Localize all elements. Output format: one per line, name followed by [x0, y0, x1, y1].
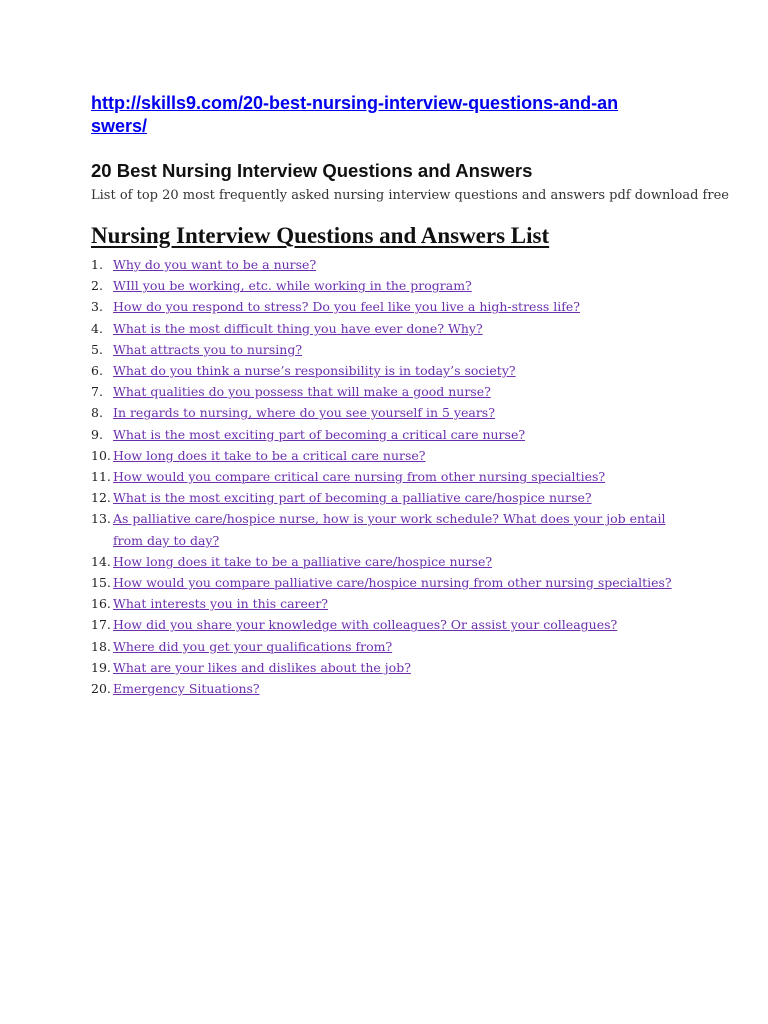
- question-link[interactable]: WIll you be working, etc. while working in the program?: [113, 278, 472, 294]
- item-number: 8.: [91, 405, 103, 421]
- item-number: 5.: [91, 341, 103, 357]
- question-list: [91, 254, 691, 699]
- document-subtitle: List of top 20 most frequently asked nursing interview questions and answers pdf download free: [91, 188, 729, 203]
- list-item: [91, 318, 691, 339]
- question-link[interactable]: How would you compare critical care nursing from other nursing specialties?: [113, 469, 606, 485]
- question-link[interactable]: How long does it take to be a palliative care/hospice nurse?: [113, 553, 493, 569]
- list-item: [91, 254, 691, 275]
- item-number: 20.: [91, 681, 111, 697]
- item-number: 15.: [91, 575, 111, 591]
- question-link[interactable]: How long does it take to be a critical care nurse?: [113, 447, 426, 463]
- item-number: 7.: [91, 384, 103, 400]
- item-number: 1.: [91, 257, 103, 272]
- question-link[interactable]: What is the most exciting part of becoming a critical care nurse?: [113, 426, 526, 442]
- list-item: [91, 275, 691, 296]
- item-number: 12.: [91, 490, 111, 506]
- list-item: [91, 678, 691, 699]
- question-link[interactable]: What is the most exciting part of becoming a palliative care/hospice nurse?: [113, 490, 592, 506]
- question-link[interactable]: What do you think a nurse’s responsibility is in today’s society?: [113, 363, 516, 379]
- source-url-link[interactable]: http://skills9.com/20-best-nursing-interview-questions-and-answers/: [91, 93, 619, 136]
- list-item: [91, 445, 691, 466]
- list-item: [91, 424, 691, 445]
- item-number: 19.: [91, 659, 111, 675]
- list-item: [91, 508, 691, 550]
- item-number: 16.: [91, 596, 111, 612]
- item-number: 2.: [91, 278, 103, 294]
- list-heading: Nursing Interview Questions and Answers List: [91, 223, 550, 248]
- question-link[interactable]: How did you share your knowledge with colleagues? Or assist your colleagues?: [113, 617, 618, 633]
- list-item: [91, 360, 691, 381]
- question-link[interactable]: What are your likes and dislikes about the job?: [113, 659, 411, 675]
- item-number: 9.: [91, 426, 103, 442]
- list-item: [91, 551, 691, 572]
- question-link[interactable]: Emergency Situations?: [113, 681, 260, 697]
- list-item: [91, 593, 691, 614]
- list-item: [91, 296, 691, 317]
- list-item: [91, 614, 691, 635]
- question-link[interactable]: What attracts you to nursing?: [113, 341, 303, 357]
- list-item: [91, 339, 691, 360]
- question-link[interactable]: Why do you want to be a nurse?: [113, 257, 317, 272]
- item-number: 3.: [91, 299, 103, 315]
- item-number: 10.: [91, 447, 111, 463]
- item-number: 17.: [91, 617, 111, 633]
- document-title: 20 Best Nursing Interview Questions and Answers: [91, 160, 533, 181]
- list-item: [91, 381, 691, 402]
- question-link[interactable]: In regards to nursing, where do you see yourself in 5 years?: [113, 405, 495, 421]
- list-item: [91, 636, 691, 657]
- item-number: 6.: [91, 363, 103, 379]
- list-item: [91, 402, 691, 423]
- item-number: 11.: [91, 469, 111, 485]
- list-item: [91, 466, 691, 487]
- list-item: [91, 487, 691, 508]
- question-link[interactable]: How would you compare palliative care/hospice nursing from other nursing specialties?: [113, 575, 672, 591]
- item-number: 13.: [91, 511, 111, 527]
- question-link[interactable]: What qualities do you possess that will make a good nurse?: [113, 384, 491, 400]
- question-link[interactable]: As palliative care/hospice nurse, how is your work schedule? What does your job entail from day to day?: [113, 511, 666, 548]
- item-number: 18.: [91, 638, 111, 654]
- list-item: [91, 572, 691, 593]
- item-number: 14.: [91, 553, 111, 569]
- document-page: [91, 92, 729, 699]
- list-item: [91, 657, 691, 678]
- question-link[interactable]: Where did you get your qualifications from?: [113, 638, 393, 654]
- item-number: 4.: [91, 320, 103, 336]
- question-link[interactable]: How do you respond to stress? Do you feel like you live a high-stress life?: [113, 299, 580, 315]
- question-link[interactable]: What is the most difficult thing you have ever done? Why?: [113, 320, 483, 336]
- question-link[interactable]: What interests you in this career?: [113, 596, 329, 612]
